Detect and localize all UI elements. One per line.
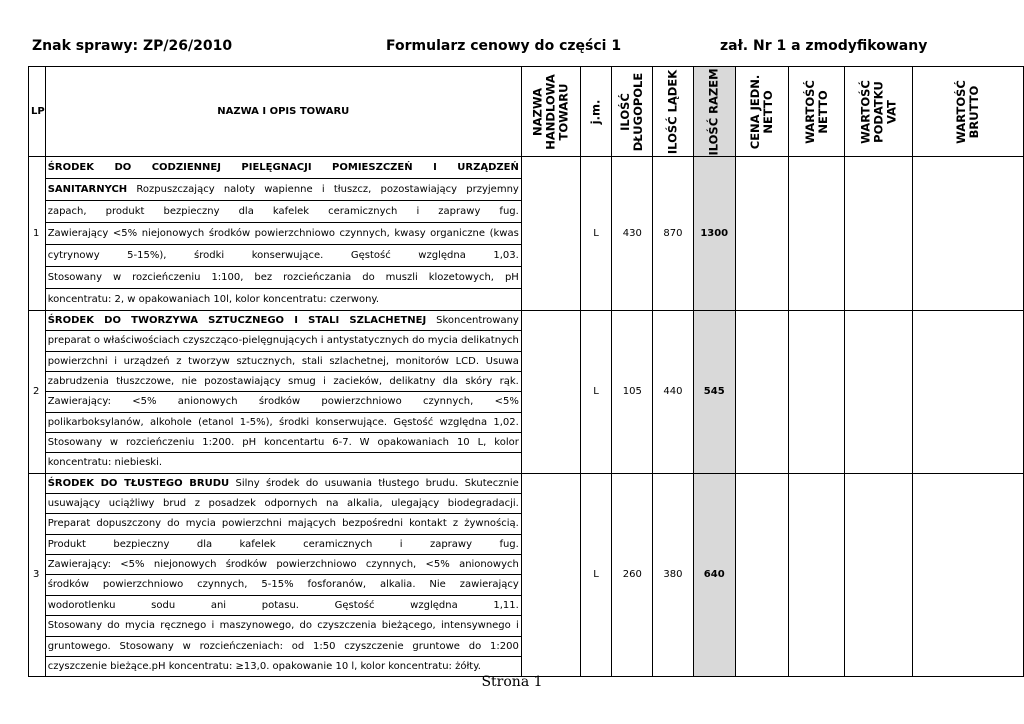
qty-dlugopole-cell: 260 [612,473,653,676]
col-qty-dlugopole: ILOŚĆ DŁUGOPOLE [612,67,653,157]
header-row [29,67,1024,157]
qty-ladek-cell: 870 [653,157,694,311]
row-description [45,473,521,676]
description-line: usuwający uciążliwy brud z posadzek odpornych na alkalia, ulegający biodegradacji. [46,494,521,514]
col-qty-ladek: ILOŚĆ LĄDEK [653,67,694,157]
description-line: zapach, produkt bezpieczny dla kafelek ceramicznych i zaprawy fug. [46,201,521,223]
unit-price-cell[interactable] [735,157,789,311]
qty-ladek-cell: 440 [653,311,694,474]
vat-value-cell[interactable] [845,473,912,676]
trade-name-cell[interactable] [521,473,580,676]
net-value-cell[interactable] [789,311,845,474]
description-line: ŚRODEK DO TWORZYWA SZTUCZNEGO I STALI SZLACHETNEJ Skoncentrowany [46,311,521,331]
description-line: czyszczenie bieżące.pH koncentratu: ≥13,0. opakowanie 10 l, kolor koncentratu: żółty. [47,660,481,672]
description-line: Preparat dopuszczony do mycia powierzchni mających bezpośredni kontakt z żywnością. [46,514,521,534]
gross-value-cell[interactable] [912,473,1023,676]
col-unit: j.m. [580,67,612,157]
net-value-cell[interactable] [789,473,845,676]
description-line: Zawierający: <5% niejonowych środków powierzchniowo czynnych, <5% anionowych [46,555,521,575]
description-line: preparat o właściwościach czyszcząco-pielęgnujących i antystatycznych do mycia delikatnych [46,331,521,351]
net-value-cell[interactable] [789,157,845,311]
col-vat-value: WARTOŚĆ PODATKU VAT [845,67,912,157]
unit-price-cell[interactable] [735,473,789,676]
qty-total-cell: 640 [693,473,735,676]
form-title: Formularz cenowy do części 1 [386,38,622,54]
description-line: środków powierzchniowo czynnych, 5-15% fosforanów, alkalia. Nie zawierający [46,575,521,595]
case-number: Znak sprawy: ZP/26/2010 [32,38,233,54]
description-line: Stosowany do mycia ręcznego i maszynowego, do czyszczenia bieżącego, intensywnego i [46,616,521,636]
col-unit-price: CENA JEDN. NETTO [735,67,789,157]
description-line: zabrudzenia tłuszczowe, nie pozostawiający smug i zacieków, delikatny dla skóry rąk. [46,372,521,392]
description-line: Zawierający <5% niejonowych środków powierzchniowo czynnych, kwasy organiczne (kwas [46,223,521,245]
description-line: powierzchni i urządzeń z tworzyw sztucznych, stali szlachetnej, monitorów LCD. Usuwa [46,352,521,372]
table-row [29,157,1024,311]
description-line: Produkt bezpieczny dla kafelek ceramicznych i zaprawy fug. [46,535,521,555]
row-lp: 3 [29,473,46,676]
description-line: Zawierający: <5% anionowych środków powierzchniowo czynnych, <5% [46,392,521,412]
trade-name-cell[interactable] [521,157,580,311]
description-line: wodorotlenku sodu ani potasu. Gęstość względna 1,11. [46,596,521,616]
vat-value-cell[interactable] [845,311,912,474]
unit-cell: L [580,473,612,676]
unit-cell: L [580,311,612,474]
row-description [45,311,521,474]
col-net-value: WARTOŚĆ NETTO [789,67,845,157]
table-row [29,473,1024,676]
trade-name-cell[interactable] [521,311,580,474]
col-name: NAZWA I OPIS TOWARU [45,67,521,157]
vat-value-cell[interactable] [845,157,912,311]
qty-total-cell: 545 [693,311,735,474]
page-number: Strona 1 [481,674,543,690]
attachment-label: zał. Nr 1 a zmodyfikowany [720,38,928,54]
description-line: ŚRODEK DO CODZIENNEJ PIELĘGNACJI POMIESZCZEŃ I URZĄDZEŃ [46,157,521,179]
col-qty-total: ILOŚĆ RAZEM [693,67,735,157]
gross-value-cell[interactable] [912,311,1023,474]
col-trade-name: NAZWA HANDLOWA TOWARU [521,67,580,157]
qty-dlugopole-cell: 430 [612,157,653,311]
description-line: gruntowego. Stosowany w rozcieńczeniach: od 1:50 czyszczenie gruntowe do 1:200 [46,637,521,657]
description-line: Stosowany w rozcieńczeniu 1:200. pH koncentartu 6-7. W opakowaniach 10 L, kolor [46,433,521,453]
description-line: ŚRODEK DO TŁUSTEGO BRUDU Silny środek do usuwania tłustego brudu. Skutecznie [46,474,521,494]
description-line: polikarboksylanów, alkohole (etanol 1-5%), środki konserwujące. Gęstość względna 1,02. [46,413,521,433]
unit-cell: L [580,157,612,311]
col-gross-value: WARTOŚĆ BRUTTO [912,67,1023,157]
unit-price-cell[interactable] [735,311,789,474]
description-line: koncentratu: 2, w opakowaniach 10l, kolor koncentratu: czerwony. [47,294,380,305]
description-line: koncentratu: niebieski. [47,457,163,469]
row-lp: 1 [29,157,46,311]
price-form-table [28,66,1024,677]
table-row [29,311,1024,474]
qty-dlugopole-cell: 105 [612,311,653,474]
row-lp: 2 [29,311,46,474]
gross-value-cell[interactable] [912,157,1023,311]
description-line: cytrynowy 5-15%), środki konserwujące. Gęstość względna 1,03. [46,245,521,267]
qty-ladek-cell: 380 [653,473,694,676]
description-line: Stosowany w rozcieńczeniu 1:100, bez rozcieńczania do muszli klozetowych, pH [46,267,521,289]
qty-total-cell: 1300 [693,157,735,311]
col-lp: LP [29,67,46,157]
row-description [45,157,521,311]
description-line: SANITARNYCH Rozpuszczający naloty wapienne i tłuszcz, pozostawiający przyjemny [46,179,521,201]
